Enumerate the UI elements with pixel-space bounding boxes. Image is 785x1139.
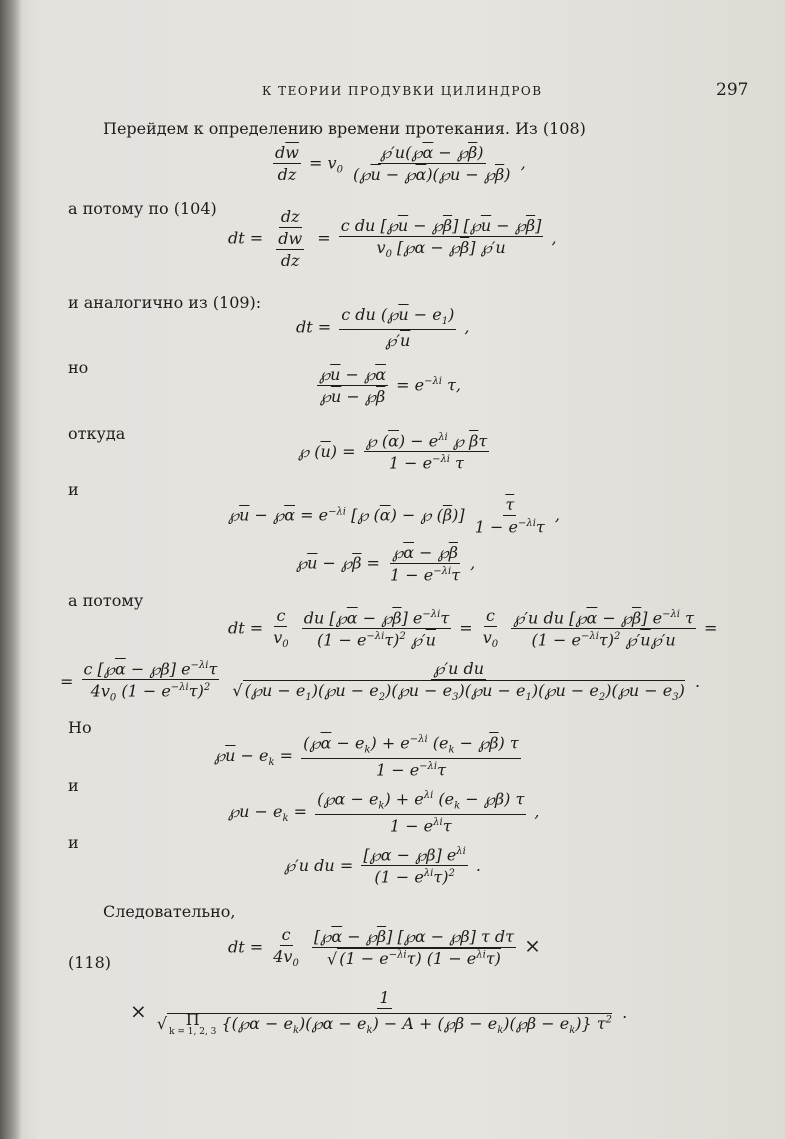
- text-whence: откуда: [68, 424, 126, 443]
- text-but-1: но: [68, 358, 89, 377]
- formula-dt-2: dt = $\frac{c du (℘\overline{u} - e_1)}{℘'\overline{u}}$ ,: [296, 305, 470, 351]
- formula-ubar-minus-ek: $℘\overline{u} - e_k$ = $\frac{(℘\overline{\alpha} - e_k) + e^{-\lambda i} (e_k - ℘\overline{\beta}) \tau}{1 - e^{-\lambda i}\tau}$: [214, 733, 519, 779]
- formula-ratio: $\frac{℘\overline{u} - ℘\overline{\alpha}}{℘\overline{u} - ℘\overline{\beta}}$ = $e^{-\lambda i}$ τ,: [319, 365, 462, 406]
- text-consequently: Следовательно,: [103, 902, 236, 921]
- formula-diff-alpha: $℘\overline{u}$ − $℘\overline{\alpha} = e^{-\lambda i}$ [℘ $(\overline{\alpha})$ − ℘ $(\overline{\beta})$] $\frac{\overline{\tau}}{1 - e^{-\lambda i}\tau}$ ,: [228, 495, 560, 537]
- text-and-1: и: [68, 480, 79, 499]
- text-therefore-2: а потому: [68, 591, 144, 610]
- formula-dw-dz: $\frac{d\overline{w}}{dz}$ = $v_0$ $\frac{℘'u(℘\overline{\alpha} - ℘\overline{\beta})}{(℘\overline{u} - ℘\overline{\alpha})(℘u - ℘\overline{\beta})}$ ,: [275, 143, 526, 184]
- formula-u-minus-ek: ℘u − $e_k$ = $\frac{(℘\alpha - e_k) + e^{\lambda i} (e_k - ℘\beta) \tau}{1 - e^{\lambda i}\tau}$ ,: [228, 789, 540, 835]
- formula-diff-beta: $℘\overline{u}$ − $℘\overline{\beta}$ = $\frac{℘\overline{\alpha} - ℘\overline{\beta}}{1 - e^{-\lambda i}\tau}$ ,: [296, 543, 476, 585]
- running-header: К ТЕОРИИ ПРОДУВКИ ЦИЛИНДРОВ: [262, 84, 543, 98]
- formula-p-ubar: ℘ $(\overline{u})$ = $\frac{℘ (\overline{\alpha}) - e^{\lambda i} ℘ \overline{\beta}\tau}{1 - e^{-\lambda i} \tau}$: [298, 431, 488, 473]
- text-similarly-109: и аналогично из (109):: [68, 293, 262, 312]
- formula-dt-3: dt = $\frac{c}{v_0}$ $\frac{du [℘\overline{\alpha} - ℘\overline{\beta}] e^{-\lambda i}\tau}{(1 - e^{-\lambda i}\tau)^2 ℘'\overline{u}}$ = $\frac{c}{v_0}$ $\frac{℘'u du [℘\overline{\alpha} - ℘\overline{\beta}] e^{-\lambda i} \tau}{(1 - e^{-\lambda i}\tau)^2 ℘'\overline{u}℘'u}$ =: [228, 606, 718, 651]
- text-therefore-104: а потому по (104): [68, 199, 217, 218]
- equation-number: (118): [68, 953, 112, 972]
- paragraph-intro: Перейдем к определению времени протекания. Из (108): [103, 119, 586, 138]
- page-number: 297: [716, 80, 749, 100]
- formula-pu-du: ℘′u du = $\frac{[℘\alpha - ℘\beta] e^{\lambda i}}{(1 - e^{\lambda i}\tau)^2}$ .: [284, 845, 482, 887]
- text-but-2: Но: [68, 718, 92, 737]
- formula-dt-1: dt = $\frac{dz}{\frac{dw}{dz}}$ = $\frac{c du [℘\overline{u} - ℘\overline{\beta}] [℘\overline{u} - ℘\overline{\beta}]}{v_0 [℘\alpha - ℘\overline{\beta}] ℘'u}$ ,: [228, 207, 557, 270]
- formula-dt-4: = $\frac{c [℘\overline{\alpha} - ℘\beta] e^{-\lambda i}\tau}{4v_0 (1 - e^{-\lambda i}\tau)^2}$ $\frac{\text{℘′u du}}{√ (℘u - e_1)(℘u - e_2)(℘u - e_3)(℘\overline{u} - e_1)(℘\overline{u} - e_2)(℘\overline{u} - e_3)}$ .: [60, 659, 701, 704]
- text-and-3: и: [68, 833, 79, 852]
- book-gutter-shadow: [0, 0, 22, 1139]
- text-and-2: и: [68, 776, 79, 795]
- formula-118-line2: × 1 √ Π k = 1, 2, 3 {($℘\overline{\alpha}$ − $e_k)(℘\alpha - e_k) - A$ + (℘β − $e_k)(℘\overline{\beta} - e_k)$} $\tau^2$ .: [130, 988, 628, 1037]
- formula-118-line1: dt = $\frac{c}{4v_0}$ $\frac{[℘\overline{\alpha} - ℘\overline{\beta}] [℘\alpha - ℘\beta] \tau d\tau}{√ (1 - e^{-\lambda i}\tau) (1 - e^{\lambda i}\tau)}$ ×: [228, 925, 541, 970]
